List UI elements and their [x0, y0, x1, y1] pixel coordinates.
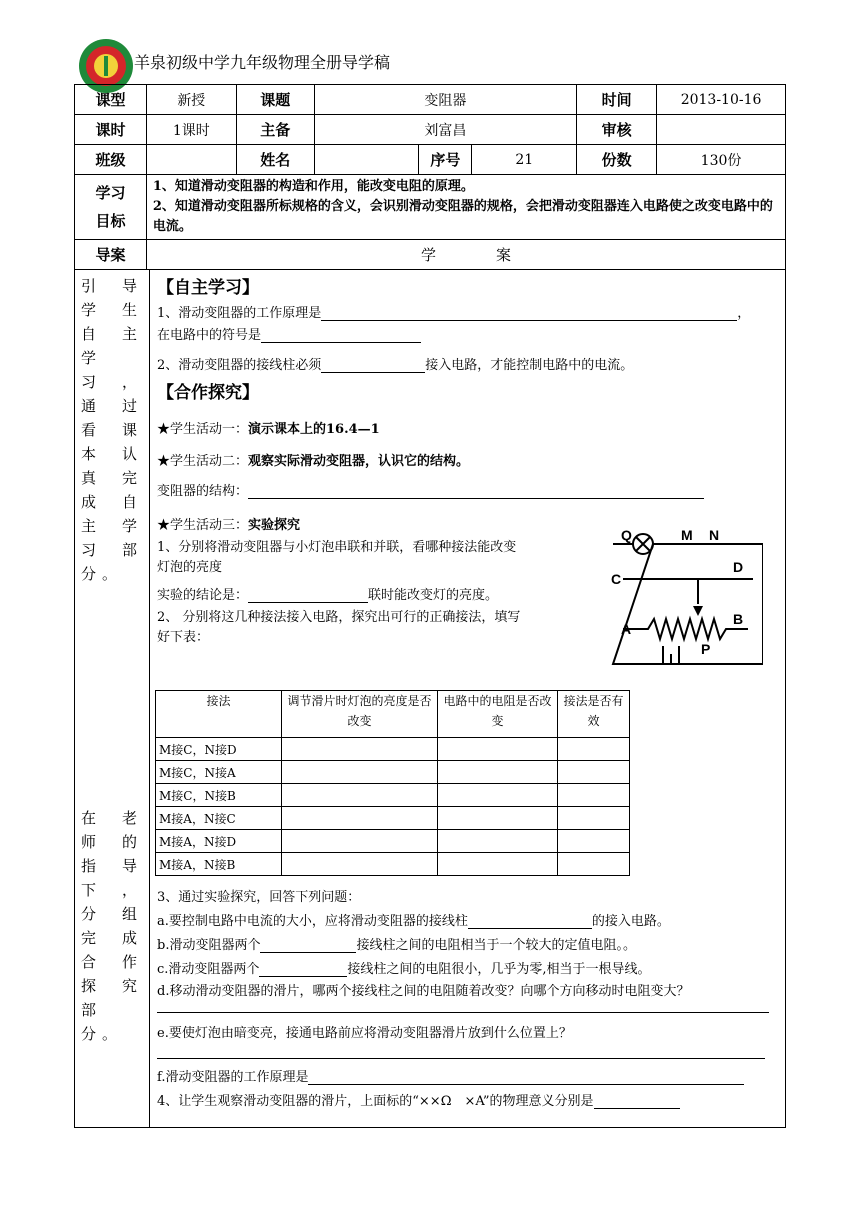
table-row: [156, 784, 630, 807]
cell-label: 课型: [75, 85, 147, 115]
circuit-label: C: [611, 571, 622, 587]
question-f: f.滑动变阻器的工作原理是: [157, 1066, 744, 1085]
goal-line: 1、知道滑动变阻器的构造和作用，能改变电阻的原理。: [152, 179, 474, 194]
experiment-table: [155, 690, 630, 876]
side-note-top: 引导学生自主学习，通过看课本认真完成自主学习部分。: [81, 277, 143, 583]
table-row: [156, 853, 630, 876]
step-1b: 灯泡的亮度: [157, 560, 223, 575]
table-row: [156, 807, 630, 830]
cell-value: [657, 115, 786, 145]
cell-value: 新授: [146, 85, 236, 115]
row-label: M接A，N接C: [156, 807, 282, 830]
activity-3: ★学生活动三：实验探究: [157, 518, 301, 533]
cell-value: 1课时: [146, 115, 236, 145]
circuit-diagram: [603, 524, 763, 676]
row-label: M接C，N接A: [156, 761, 282, 784]
step-2b: 好下表：: [157, 630, 210, 645]
table-header: 接法是否有效: [558, 691, 630, 738]
table-row: [156, 761, 630, 784]
question-c: c.滑动变阻器两个 接线柱之间的电阻很小，几乎为零,相当于一根导线。: [157, 962, 651, 977]
study-label: 学 案: [146, 240, 785, 270]
circuit-label: B: [733, 611, 744, 627]
question-d: d.移动滑动变阻器的滑片，哪两个接线柱之间的电阻随着改变？向哪个方向移动时电阻变大？: [157, 984, 690, 999]
cell-label: 份数: [577, 145, 657, 175]
question-b: b.滑动变阻器两个 接线柱之间的电阻相当于一个较大的定值电阻。。: [157, 938, 636, 953]
row-label: M接A，N接D: [156, 830, 282, 853]
main-body: [74, 270, 786, 1128]
table-header: 接法: [156, 691, 282, 738]
guide-label: 导案: [75, 240, 147, 270]
row-label: M接A，N接B: [156, 853, 282, 876]
activity-1: ★学生活动一：演示课本上的16.4—1: [157, 422, 380, 437]
circuit-label: A: [621, 621, 632, 637]
cell-label: 班级: [75, 145, 147, 175]
circuit-label: M: [681, 527, 693, 543]
info-table: [74, 84, 786, 270]
side-note-bottom: 在老师的指导下，分组完成合作探究部分。: [81, 809, 143, 1043]
school-title: 羊泉初级中学九年级物理全册导学稿: [134, 53, 391, 72]
table-row: [156, 830, 630, 853]
circuit-label: N: [709, 527, 720, 543]
goals-content: [146, 175, 785, 240]
self-study-q2: 2、滑动变阻器的接线柱必须 接入电路，才能控制电路中的电流。: [157, 358, 634, 373]
row-label: M接C，N接B: [156, 784, 282, 807]
question-a: a.要控制电路中电流的大小，应将滑动变阻器的接线柱 的接入电路。: [157, 914, 670, 929]
self-study-q1: 1、滑动变阻器的工作原理是 ，: [157, 306, 751, 321]
step-1: 1、分别将滑动变阻器与小灯泡串联和并联，看哪种接法能改变: [157, 540, 517, 555]
cell-value: 变阻器: [314, 85, 577, 115]
cell-value: 刘富昌: [314, 115, 577, 145]
coop-title: 【合作探究】: [157, 383, 259, 403]
cell-value: 21: [472, 145, 577, 175]
table-row: [156, 738, 630, 761]
row-label: M接C，N接D: [156, 738, 282, 761]
cell-label: 课时: [75, 115, 147, 145]
cell-value: [314, 145, 419, 175]
circuit-label: Q: [621, 527, 632, 543]
cell-label: 审核: [577, 115, 657, 145]
table-header: 电路中的电阻是否改变: [438, 691, 558, 738]
column-divider: [149, 270, 150, 1127]
cell-label: 姓名: [236, 145, 314, 175]
question-e: e.要使灯泡由暗变亮，接通电路前应将滑动变阻器滑片放到什么位置上？: [157, 1026, 572, 1041]
cell-label: 主备: [236, 115, 314, 145]
step-2: 2、 分别将这几种接法接入电路，探究出可行的正确接法，填写: [157, 610, 521, 625]
circuit-label: P: [701, 641, 711, 657]
cell-label: 时间: [577, 85, 657, 115]
cell-value: 130份: [657, 145, 786, 175]
answer-line-e: [157, 1044, 765, 1059]
table-header: 调节滑片时灯泡的亮度是否改变: [282, 691, 438, 738]
goals-label: 学习 目标: [75, 175, 147, 240]
question-4: 4、让学生观察滑动变阻器的滑片，上面标的“××Ω ×A”的物理意义分别是: [157, 1090, 680, 1109]
goal-line: 2、知道滑动变阻器所标规格的含义，会识别滑动变阻器的规格，会把滑动变阻器连入电路使之改变电路中的电流。: [152, 199, 773, 234]
answer-line-d: [157, 998, 769, 1013]
self-study-q1b: 在电路中的符号是: [157, 324, 421, 343]
conclusion: 实验的结论是： 联时能改变灯的亮度。: [157, 588, 499, 603]
q3-intro: 3、通过实验探究，回答下列问题：: [157, 890, 361, 905]
circuit-label: D: [733, 559, 744, 575]
cell-value: [146, 145, 236, 175]
structure-line: 变阻器的结构：: [157, 480, 704, 499]
self-study-title: 【自主学习】: [157, 278, 259, 298]
cell-value: 2013-10-16: [657, 85, 786, 115]
cell-label: 序号: [419, 145, 472, 175]
cell-label: 课题: [236, 85, 314, 115]
activity-2: ★学生活动二：观察实际滑动变阻器，认识它的结构。: [157, 454, 470, 469]
